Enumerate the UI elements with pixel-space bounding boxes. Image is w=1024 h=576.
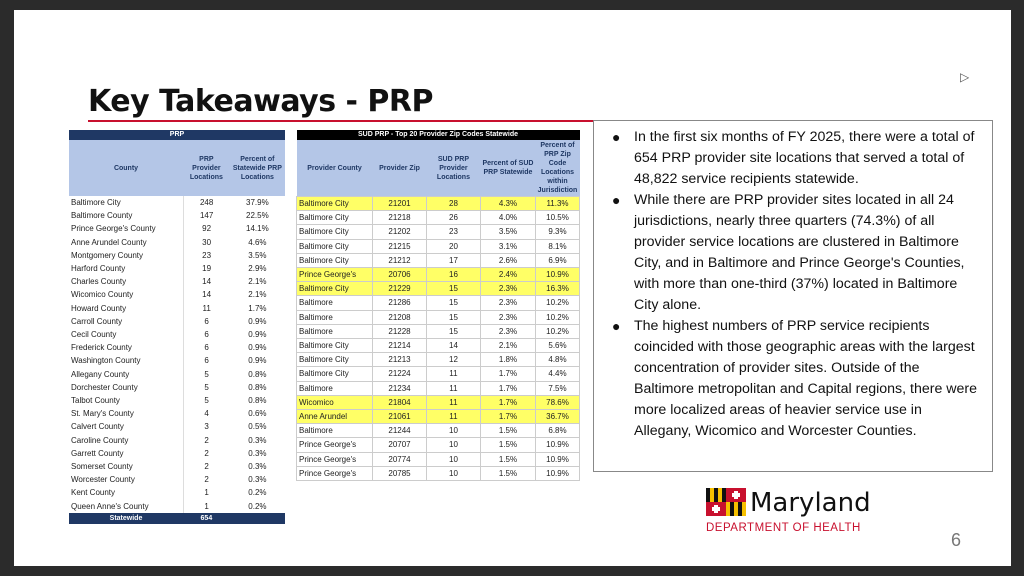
locations-cell: 15 <box>427 310 481 324</box>
locations-cell: 11 <box>427 395 481 409</box>
table-banner: SUD PRP - Top 20 Provider Zip Codes Statewide <box>297 130 580 140</box>
percent-cell: 14.1% <box>246 224 269 234</box>
jurisdiction-percent-cell: 10.9% <box>536 438 580 452</box>
percent-cell: 37.9% <box>246 198 269 207</box>
jurisdiction-percent-cell: 5.6% <box>536 339 580 353</box>
logo-subtitle: DEPARTMENT OF HEALTH <box>706 522 861 534</box>
county-cell: St. Mary's County <box>69 407 183 420</box>
maryland-flag-icon <box>706 488 746 516</box>
zip-cell: 21224 <box>373 367 427 381</box>
county-cell: Baltimore City <box>297 367 373 381</box>
table-row <box>69 381 285 394</box>
zip-cell: 21215 <box>373 239 427 253</box>
county-cell: Baltimore <box>297 296 373 310</box>
zip-cell: 21229 <box>373 282 427 296</box>
locations-cell: 1 <box>204 501 209 511</box>
locations-cell: 15 <box>427 324 481 338</box>
zip-cell: 21061 <box>373 410 427 424</box>
locations-cell: 20 <box>427 239 481 253</box>
locations-cell: 26 <box>427 211 481 225</box>
statewide-percent-cell: 2.3% <box>480 310 535 324</box>
percent-cell: 2.9% <box>248 264 267 274</box>
county-cell: Prince George's <box>297 466 373 480</box>
table-row <box>69 302 285 315</box>
county-cell: Harford County <box>69 262 183 275</box>
jurisdiction-percent-cell: 11.3% <box>536 197 580 211</box>
percent-cell: 2.1% <box>248 290 267 300</box>
zip-cell: 20707 <box>373 438 427 452</box>
table-row <box>69 420 285 433</box>
locations-cell: 5 <box>204 396 209 406</box>
locations-cell: 2 <box>204 448 209 458</box>
takeaways-textbox <box>593 120 993 472</box>
zip-cell: 21228 <box>373 324 427 338</box>
county-cell: Frederick County <box>69 341 183 354</box>
bullet-icon: ● <box>612 192 621 208</box>
table-row <box>297 225 580 239</box>
zip-cell: 21201 <box>373 197 427 211</box>
table-row <box>69 249 285 262</box>
locations-cell: 5 <box>204 369 209 379</box>
county-cell: Washington County <box>69 354 183 367</box>
locations-cell: 28 <box>427 197 481 211</box>
statewide-percent-cell: 1.7% <box>480 395 535 409</box>
statewide-percent-cell: 2.6% <box>480 253 535 267</box>
locations-cell: 19 <box>202 264 212 274</box>
county-cell: Baltimore <box>297 381 373 395</box>
zip-cell: 21214 <box>373 339 427 353</box>
percent-cell: 0.5% <box>248 422 267 432</box>
table-row <box>69 407 285 420</box>
slide-title: Key Takeaways - PRP <box>88 84 434 119</box>
jurisdiction-percent-cell: 10.9% <box>536 268 580 282</box>
table-row <box>297 268 580 282</box>
percent-cell: 0.8% <box>248 382 267 392</box>
county-cell: Carroll County <box>69 315 183 328</box>
county-cell: Worcester County <box>69 473 183 486</box>
county-cell: Somerset County <box>69 460 183 473</box>
county-cell: Prince George's <box>297 268 373 282</box>
table-row <box>69 354 285 367</box>
locations-cell: 2 <box>204 475 209 485</box>
statewide-percent-cell: 1.5% <box>480 438 535 452</box>
zip-cell: 21234 <box>373 381 427 395</box>
table-row <box>297 395 580 409</box>
county-cell: Queen Anne's County <box>69 500 183 513</box>
locations-cell: 92 <box>202 224 212 234</box>
zip-cell: 21286 <box>373 296 427 310</box>
county-cell: Baltimore City <box>69 196 183 209</box>
locations-cell: 11 <box>427 381 481 395</box>
footer-label: Statewide <box>69 513 183 524</box>
sud-prp-zip-table <box>296 130 580 481</box>
statewide-percent-cell: 2.3% <box>480 296 535 310</box>
table-row <box>297 424 580 438</box>
county-cell: Caroline County <box>69 434 183 447</box>
locations-cell: 6 <box>204 343 209 353</box>
jurisdiction-percent-cell: 4.8% <box>536 353 580 367</box>
table-row <box>69 328 285 341</box>
percent-cell: 0.3% <box>248 475 267 485</box>
statewide-percent-cell: 1.7% <box>480 367 535 381</box>
jurisdiction-percent-cell: 16.3% <box>536 282 580 296</box>
table-row <box>297 410 580 424</box>
table-row <box>297 339 580 353</box>
locations-cell: 10 <box>427 466 481 480</box>
page-number: 6 <box>951 530 962 550</box>
bullet-icon: ● <box>612 129 621 145</box>
maryland-health-logo <box>706 484 896 544</box>
locations-cell: 1 <box>204 488 209 498</box>
statewide-percent-cell: 2.1% <box>480 339 535 353</box>
zip-cell: 21244 <box>373 424 427 438</box>
locations-cell: 15 <box>427 282 481 296</box>
table-row <box>69 473 285 486</box>
locations-cell: 10 <box>427 424 481 438</box>
county-cell: Calvert County <box>69 420 183 433</box>
title-underline <box>88 120 594 122</box>
mouse-cursor-icon: ▷ <box>960 70 970 84</box>
locations-cell: 11 <box>427 367 481 381</box>
column-header: Percent of SUD PRP Statewide <box>480 140 535 197</box>
locations-cell: 16 <box>427 268 481 282</box>
locations-cell: 6 <box>204 330 209 340</box>
locations-cell: 10 <box>427 438 481 452</box>
jurisdiction-percent-cell: 6.8% <box>536 424 580 438</box>
table-banner: PRP <box>69 130 285 140</box>
county-cell: Baltimore City <box>297 211 373 225</box>
locations-cell: 15 <box>427 296 481 310</box>
statewide-percent-cell: 4.3% <box>480 197 535 211</box>
table-row <box>297 282 580 296</box>
table-row <box>69 222 285 235</box>
county-cell: Allegany County <box>69 368 183 381</box>
table-row <box>297 324 580 338</box>
percent-cell: 3.5% <box>248 250 267 260</box>
locations-cell: 6 <box>204 316 209 326</box>
percent-cell: 0.2% <box>248 501 267 511</box>
table-row <box>69 486 285 499</box>
bullet-text: In the first six months of FY 2025, there were a total of 654 PRP provider site locations that served a total of 48,822 service recipients statewide. <box>634 129 975 187</box>
table-row <box>297 466 580 480</box>
county-cell: Baltimore City <box>297 282 373 296</box>
table-row <box>297 452 580 466</box>
table-row <box>69 196 285 209</box>
table-row <box>69 447 285 460</box>
column-header: Provider Zip <box>373 140 427 197</box>
statewide-percent-cell: 4.0% <box>480 211 535 225</box>
zip-cell: 20706 <box>373 268 427 282</box>
locations-cell: 23 <box>202 250 212 260</box>
percent-cell: 0.3% <box>248 435 267 445</box>
locations-cell: 147 <box>199 211 214 221</box>
percent-cell: 2.1% <box>248 277 267 287</box>
table-row <box>69 262 285 275</box>
jurisdiction-percent-cell: 36.7% <box>536 410 580 424</box>
statewide-percent-cell: 3.1% <box>480 239 535 253</box>
locations-cell: 14 <box>202 277 212 287</box>
locations-cell: 17 <box>427 253 481 267</box>
statewide-percent-cell: 1.8% <box>480 353 535 367</box>
table-row <box>297 253 580 267</box>
locations-cell: 11 <box>427 410 481 424</box>
table-row <box>69 236 285 249</box>
locations-cell: 2 <box>204 435 209 445</box>
percent-cell: 0.9% <box>248 343 267 353</box>
county-cell: Dorchester County <box>69 381 183 394</box>
percent-cell: 4.6% <box>248 237 267 247</box>
bullet-text: The highest numbers of PRP service recipients coincided with those geographic areas with the largest concentration of provider sites. Outside of the Baltimore metropolitan and Capital regions, there were more localized areas of heavier service use in Allegany, Wicomico and Worcester Counties. <box>634 318 978 439</box>
statewide-percent-cell: 1.5% <box>480 452 535 466</box>
statewide-percent-cell: 2.4% <box>480 268 535 282</box>
county-cell: Baltimore <box>297 310 373 324</box>
zip-cell: 21202 <box>373 225 427 239</box>
locations-cell: 5 <box>204 382 209 392</box>
table-row <box>69 209 285 222</box>
county-cell: Wicomico County <box>69 288 183 301</box>
column-header: PRP Provider Locations <box>183 140 230 196</box>
county-cell: Garrett County <box>69 447 183 460</box>
percent-cell: 1.7% <box>248 303 267 313</box>
locations-cell: 3 <box>204 422 209 432</box>
table-row <box>297 438 580 452</box>
bullet-item <box>612 190 982 316</box>
prp-county-table <box>69 130 285 524</box>
statewide-percent-cell: 1.5% <box>480 466 535 480</box>
table-row <box>297 310 580 324</box>
locations-cell: 4 <box>204 409 209 419</box>
zip-cell: 21218 <box>373 211 427 225</box>
county-cell: Baltimore <box>297 324 373 338</box>
locations-cell: 23 <box>427 225 481 239</box>
jurisdiction-percent-cell: 10.2% <box>536 310 580 324</box>
table-row <box>297 211 580 225</box>
zip-cell: 20785 <box>373 466 427 480</box>
table-row <box>297 381 580 395</box>
percent-cell: 22.5% <box>246 211 269 221</box>
jurisdiction-percent-cell: 10.9% <box>536 466 580 480</box>
county-cell: Anne Arundel <box>297 410 373 424</box>
statewide-percent-cell: 1.7% <box>480 381 535 395</box>
locations-cell: 11 <box>202 303 211 313</box>
footer-percent <box>230 513 285 524</box>
zip-cell: 20774 <box>373 452 427 466</box>
county-cell: Baltimore City <box>297 253 373 267</box>
county-cell: Baltimore City <box>297 239 373 253</box>
percent-cell: 0.3% <box>248 462 267 472</box>
zip-cell: 21208 <box>373 310 427 324</box>
county-cell: Baltimore City <box>297 197 373 211</box>
percent-cell: 0.9% <box>248 316 267 326</box>
column-header: Provider County <box>297 140 373 197</box>
county-cell: Montgomery County <box>69 249 183 262</box>
county-cell: Baltimore City <box>297 225 373 239</box>
locations-cell: 2 <box>204 462 209 472</box>
county-cell: Prince George's <box>297 452 373 466</box>
table-row <box>69 500 285 513</box>
locations-cell: 12 <box>427 353 481 367</box>
locations-cell: 6 <box>204 356 209 366</box>
jurisdiction-percent-cell: 10.5% <box>536 211 580 225</box>
county-cell: Baltimore <box>297 424 373 438</box>
county-cell: Baltimore City <box>297 353 373 367</box>
zip-cell: 21213 <box>373 353 427 367</box>
column-header: Percent of Statewide PRP Locations <box>230 140 285 196</box>
table-row <box>297 353 580 367</box>
statewide-percent-cell: 2.3% <box>480 324 535 338</box>
county-cell: Baltimore City <box>297 339 373 353</box>
table-row <box>297 197 580 211</box>
jurisdiction-percent-cell: 78.6% <box>536 395 580 409</box>
table-row <box>69 275 285 288</box>
slide <box>14 10 1011 566</box>
county-cell: Prince George's County <box>69 222 183 235</box>
county-cell: Talbot County <box>69 394 183 407</box>
statewide-percent-cell: 2.3% <box>480 282 535 296</box>
table-row <box>69 394 285 407</box>
percent-cell: 0.6% <box>248 409 267 419</box>
statewide-percent-cell: 3.5% <box>480 225 535 239</box>
zip-cell: 21804 <box>373 395 427 409</box>
bullet-text: While there are PRP provider sites located in all 24 jurisdictions, nearly three quarters (74.3%) of all provider service locations are clustered in Baltimore City, and in Baltimore and Prince George's Counties, with more than one-third (37%) located in Baltimore City alone. <box>634 192 965 313</box>
column-header: SUD PRP Provider Locations <box>427 140 481 197</box>
county-cell: Howard County <box>69 302 183 315</box>
table-row <box>69 368 285 381</box>
county-cell: Charles County <box>69 275 183 288</box>
table-row <box>69 288 285 301</box>
column-header: County <box>69 140 183 196</box>
jurisdiction-percent-cell: 10.9% <box>536 452 580 466</box>
table-row <box>69 460 285 473</box>
locations-cell: 248 <box>199 198 214 207</box>
statewide-percent-cell: 1.5% <box>480 424 535 438</box>
county-cell: Cecil County <box>69 328 183 341</box>
table-row <box>69 341 285 354</box>
percent-cell: 0.3% <box>248 448 267 458</box>
county-cell: Anne Arundel County <box>69 236 183 249</box>
table-row <box>297 296 580 310</box>
table-row <box>69 315 285 328</box>
table-row <box>297 239 580 253</box>
county-cell: Kent County <box>69 486 183 499</box>
logo-wordmark: Maryland <box>750 488 871 518</box>
table-body <box>69 196 285 513</box>
bullet-item <box>612 316 982 442</box>
jurisdiction-percent-cell: 6.9% <box>536 253 580 267</box>
county-cell: Baltimore County <box>69 209 183 222</box>
jurisdiction-percent-cell: 7.5% <box>536 381 580 395</box>
table-row <box>69 434 285 447</box>
percent-cell: 0.8% <box>248 396 267 406</box>
percent-cell: 0.9% <box>248 330 267 340</box>
table-row <box>297 367 580 381</box>
jurisdiction-percent-cell: 9.3% <box>536 225 580 239</box>
locations-cell: 10 <box>427 452 481 466</box>
percent-cell: 0.2% <box>248 488 267 498</box>
county-cell: Wicomico <box>297 395 373 409</box>
county-cell: Prince George's <box>297 438 373 452</box>
locations-cell: 30 <box>202 237 212 247</box>
percent-cell: 0.8% <box>248 369 267 379</box>
jurisdiction-percent-cell: 8.1% <box>536 239 580 253</box>
footer-total: 654 <box>183 513 230 524</box>
jurisdiction-percent-cell: 10.2% <box>536 324 580 338</box>
bullet-icon: ● <box>612 318 621 334</box>
column-header: Percent of PRP Zip Code Locations within Jurisdiction <box>536 140 580 197</box>
percent-cell: 0.9% <box>248 356 267 366</box>
bullet-item <box>612 127 982 190</box>
locations-cell: 14 <box>427 339 481 353</box>
statewide-percent-cell: 1.7% <box>480 410 535 424</box>
table-body <box>297 197 580 481</box>
jurisdiction-percent-cell: 10.2% <box>536 296 580 310</box>
jurisdiction-percent-cell: 4.4% <box>536 367 580 381</box>
locations-cell: 14 <box>202 290 212 300</box>
zip-cell: 21212 <box>373 253 427 267</box>
